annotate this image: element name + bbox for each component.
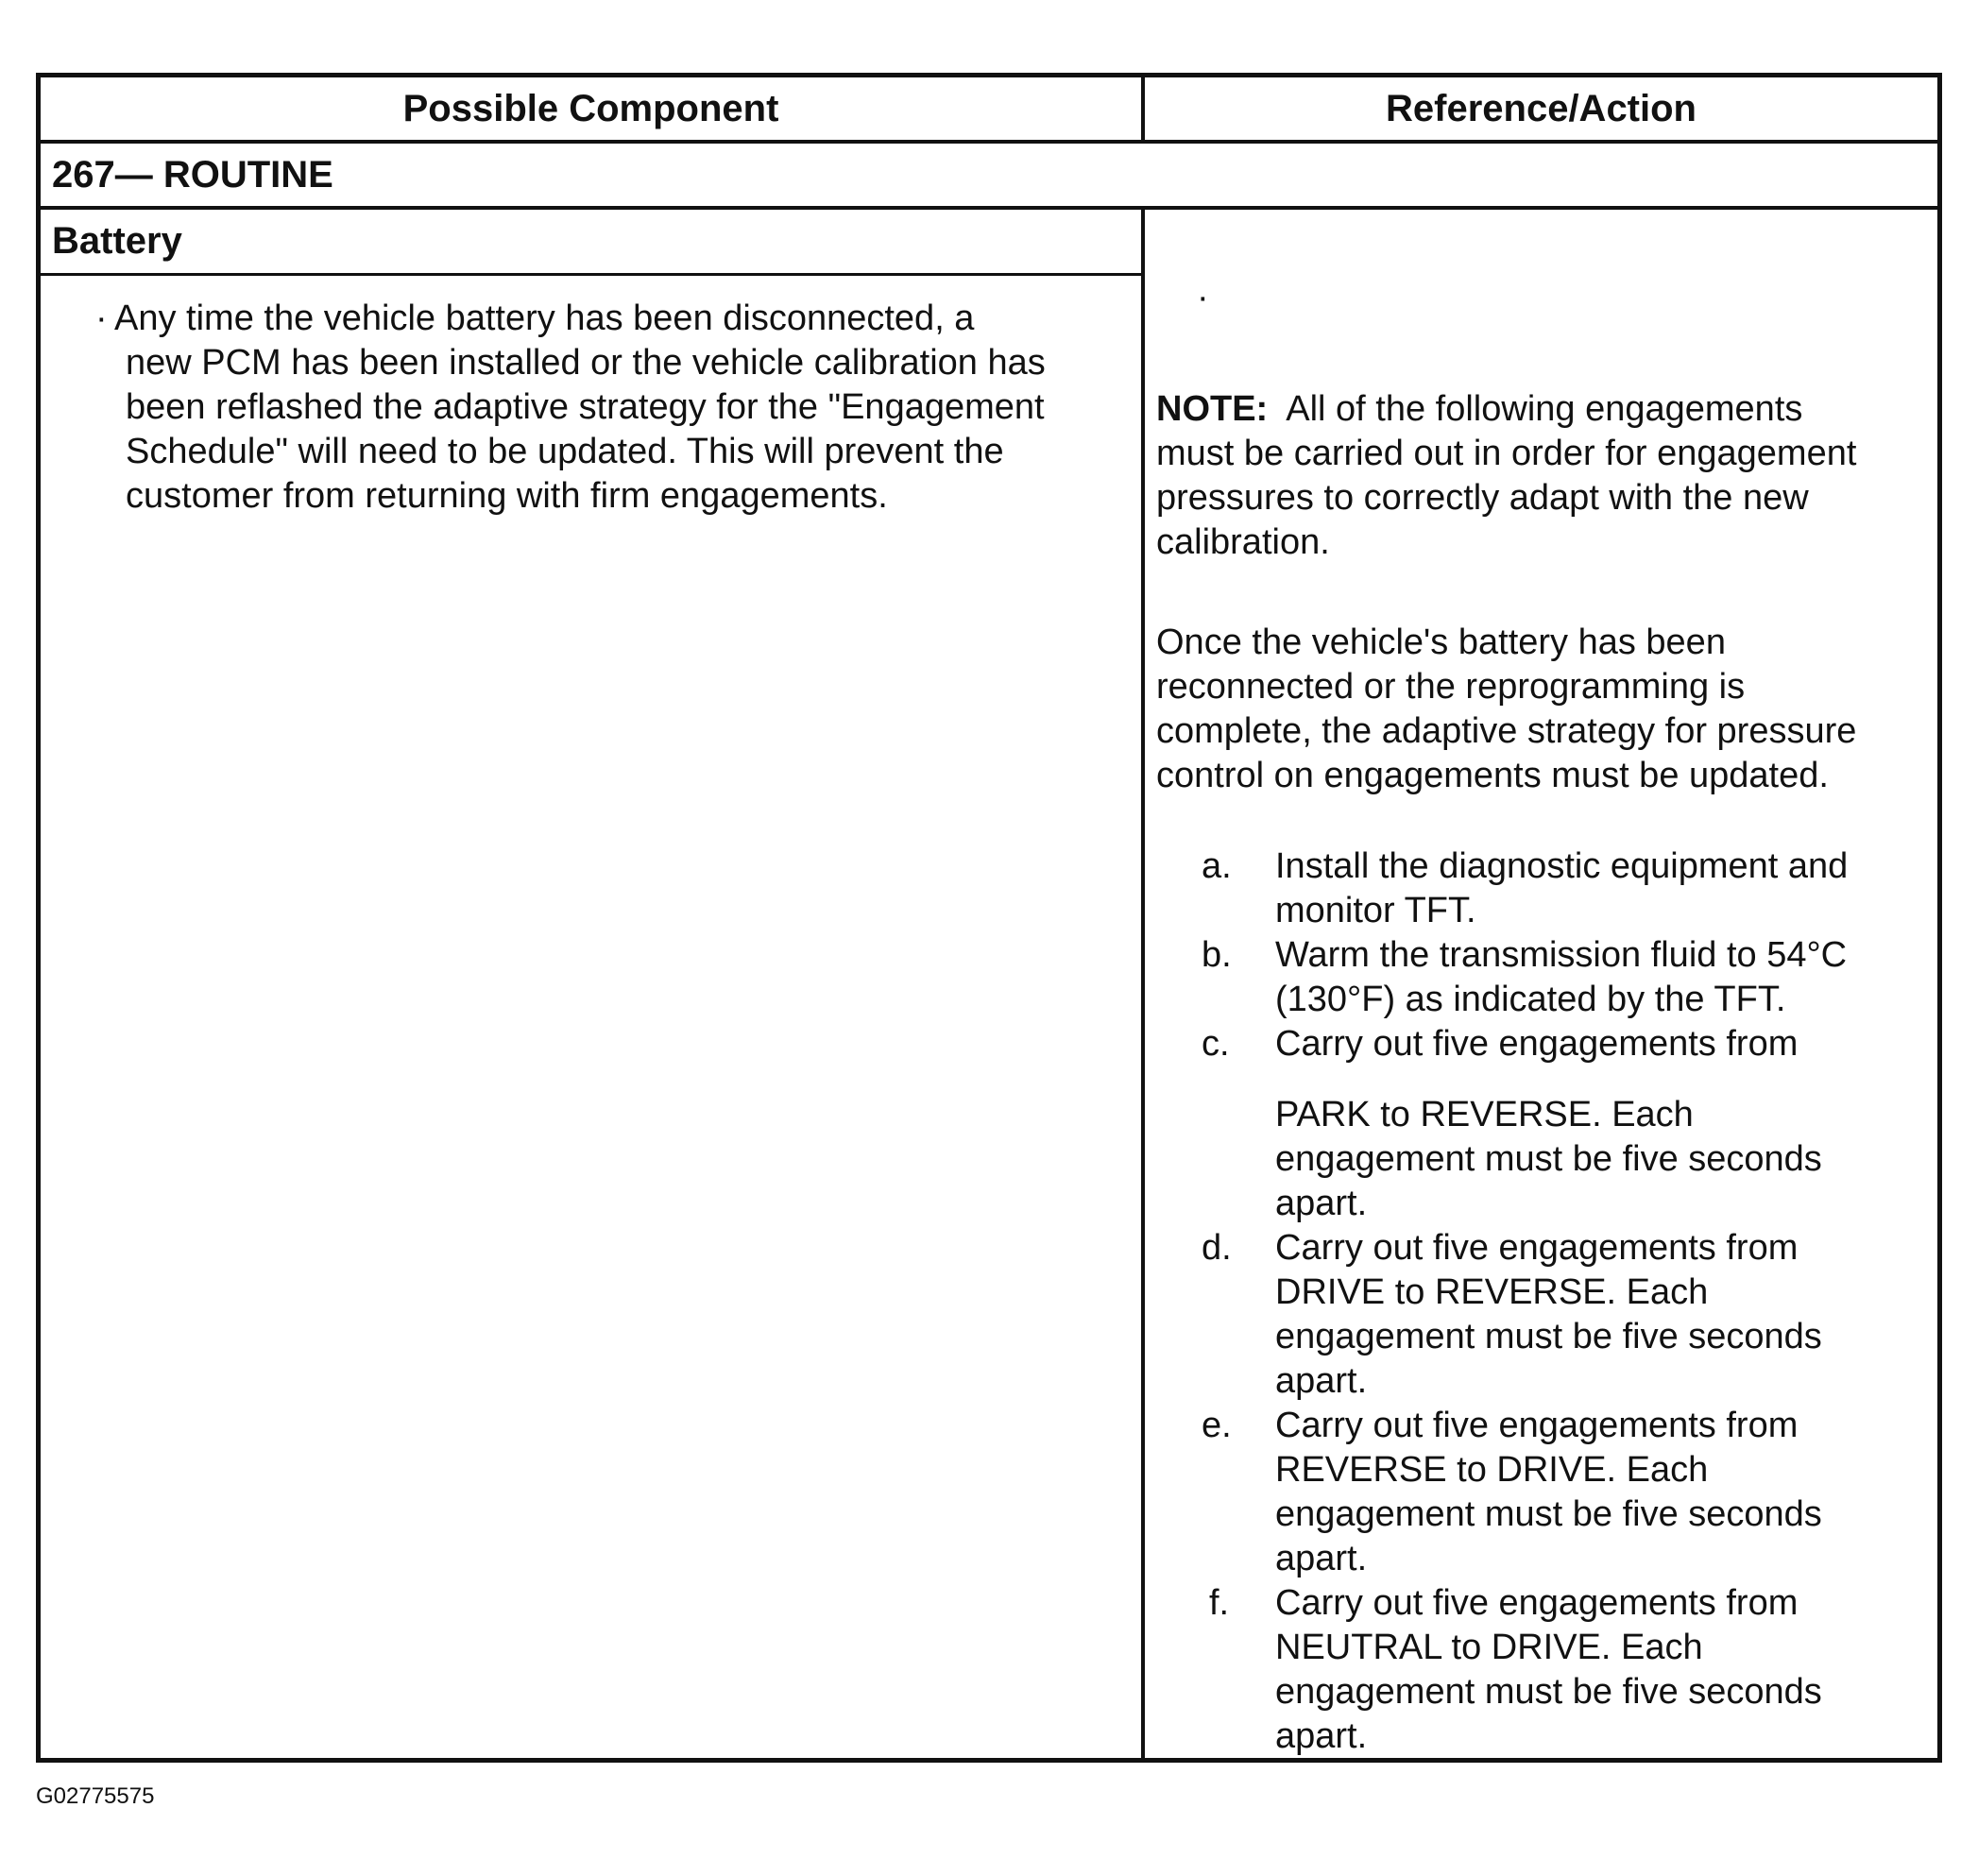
list-item [1156,1022,1931,1226]
bullet-line: been reflashed the adaptive strategy for the "Engagement [126,387,1045,427]
step-marker: d. [1202,1228,1232,1268]
reference-action-cell [1145,210,1937,1758]
note-paragraph [1156,387,1931,565]
step-marker: a. [1202,846,1232,886]
step-marker: e. [1202,1406,1232,1445]
step-line: NEUTRAL to DRIVE. Each [1275,1628,1703,1667]
list-item [1156,1581,1931,1759]
figure-id: G02775575 [36,1783,155,1809]
bullet-line: Schedule" will need to be updated. This will prevent the [126,432,1004,471]
component-name: Battery [41,210,1145,276]
note-line [1156,387,1931,432]
step-line: engagement must be five seconds [1275,1317,1822,1356]
note-text: All of the following engagements [1286,389,1803,429]
paragraph-line: reconnected or the reprogramming is [1156,667,1746,707]
step-line: DRIVE to REVERSE. Each [1275,1272,1709,1312]
step-line: (130°F) as indicated by the TFT. [1275,980,1786,1019]
list-item [1156,844,1931,933]
list-item [1156,1404,1931,1581]
bullet-text [114,297,1136,519]
note-label: NOTE: [1156,389,1269,429]
header-reference-action: Reference/Action [1145,77,1937,144]
component-description [41,276,1145,1758]
paragraph-line: complete, the adaptive strategy for pressure [1156,711,1857,751]
step-marker: b. [1202,935,1232,975]
list-item [1156,1226,1931,1404]
paragraph-line: Once the vehicle's battery has been [1156,622,1726,662]
note-line: pressures to correctly adapt with the new [1156,478,1809,518]
header-possible-component: Possible Component [41,77,1145,144]
paragraph-line: control on engagements must be updated. [1156,756,1829,795]
step-line: REVERSE to DRIVE. Each [1275,1450,1709,1490]
section-title: 267— ROUTINE [41,144,1937,210]
bullet-line: customer from returning with firm engagements. [126,476,888,516]
step-line: Warm the transmission fluid to 54°C [1275,935,1848,975]
bullet-line: Any time the vehicle battery has been disconnected, a [114,298,975,338]
note-line: calibration. [1156,522,1330,562]
bullet-icon: · [1197,278,1209,317]
step-line: apart. [1275,1361,1368,1401]
step-line: PARK to REVERSE. Each [1275,1095,1694,1134]
bullet-line: new PCM has been installed or the vehicle calibration has [126,343,1046,383]
step-list [1156,844,1931,1759]
step-line: apart. [1275,1184,1368,1223]
step-line: Carry out five engagements from [1275,1406,1799,1445]
step-line: engagement must be five seconds [1275,1139,1822,1179]
step-line: engagement must be five seconds [1275,1494,1822,1534]
note-line: must be carried out in order for engagement [1156,434,1857,473]
step-marker: c. [1202,1024,1230,1064]
step-line: apart. [1275,1716,1368,1756]
step-marker: f. [1209,1583,1230,1623]
step-line: Carry out five engagements from [1275,1024,1799,1064]
step-line: Install the diagnostic equipment and [1275,846,1849,886]
bullet-icon: · [95,298,108,338]
step-line: Carry out five engagements from [1275,1583,1799,1623]
step-line: engagement must be five seconds [1275,1672,1822,1712]
step-line: monitor TFT. [1275,891,1476,930]
step-line: apart. [1275,1539,1368,1578]
step-line: Carry out five engagements from [1275,1228,1799,1268]
procedure-table [36,73,1942,1763]
instruction-paragraph [1156,621,1931,798]
list-item [1156,933,1931,1022]
